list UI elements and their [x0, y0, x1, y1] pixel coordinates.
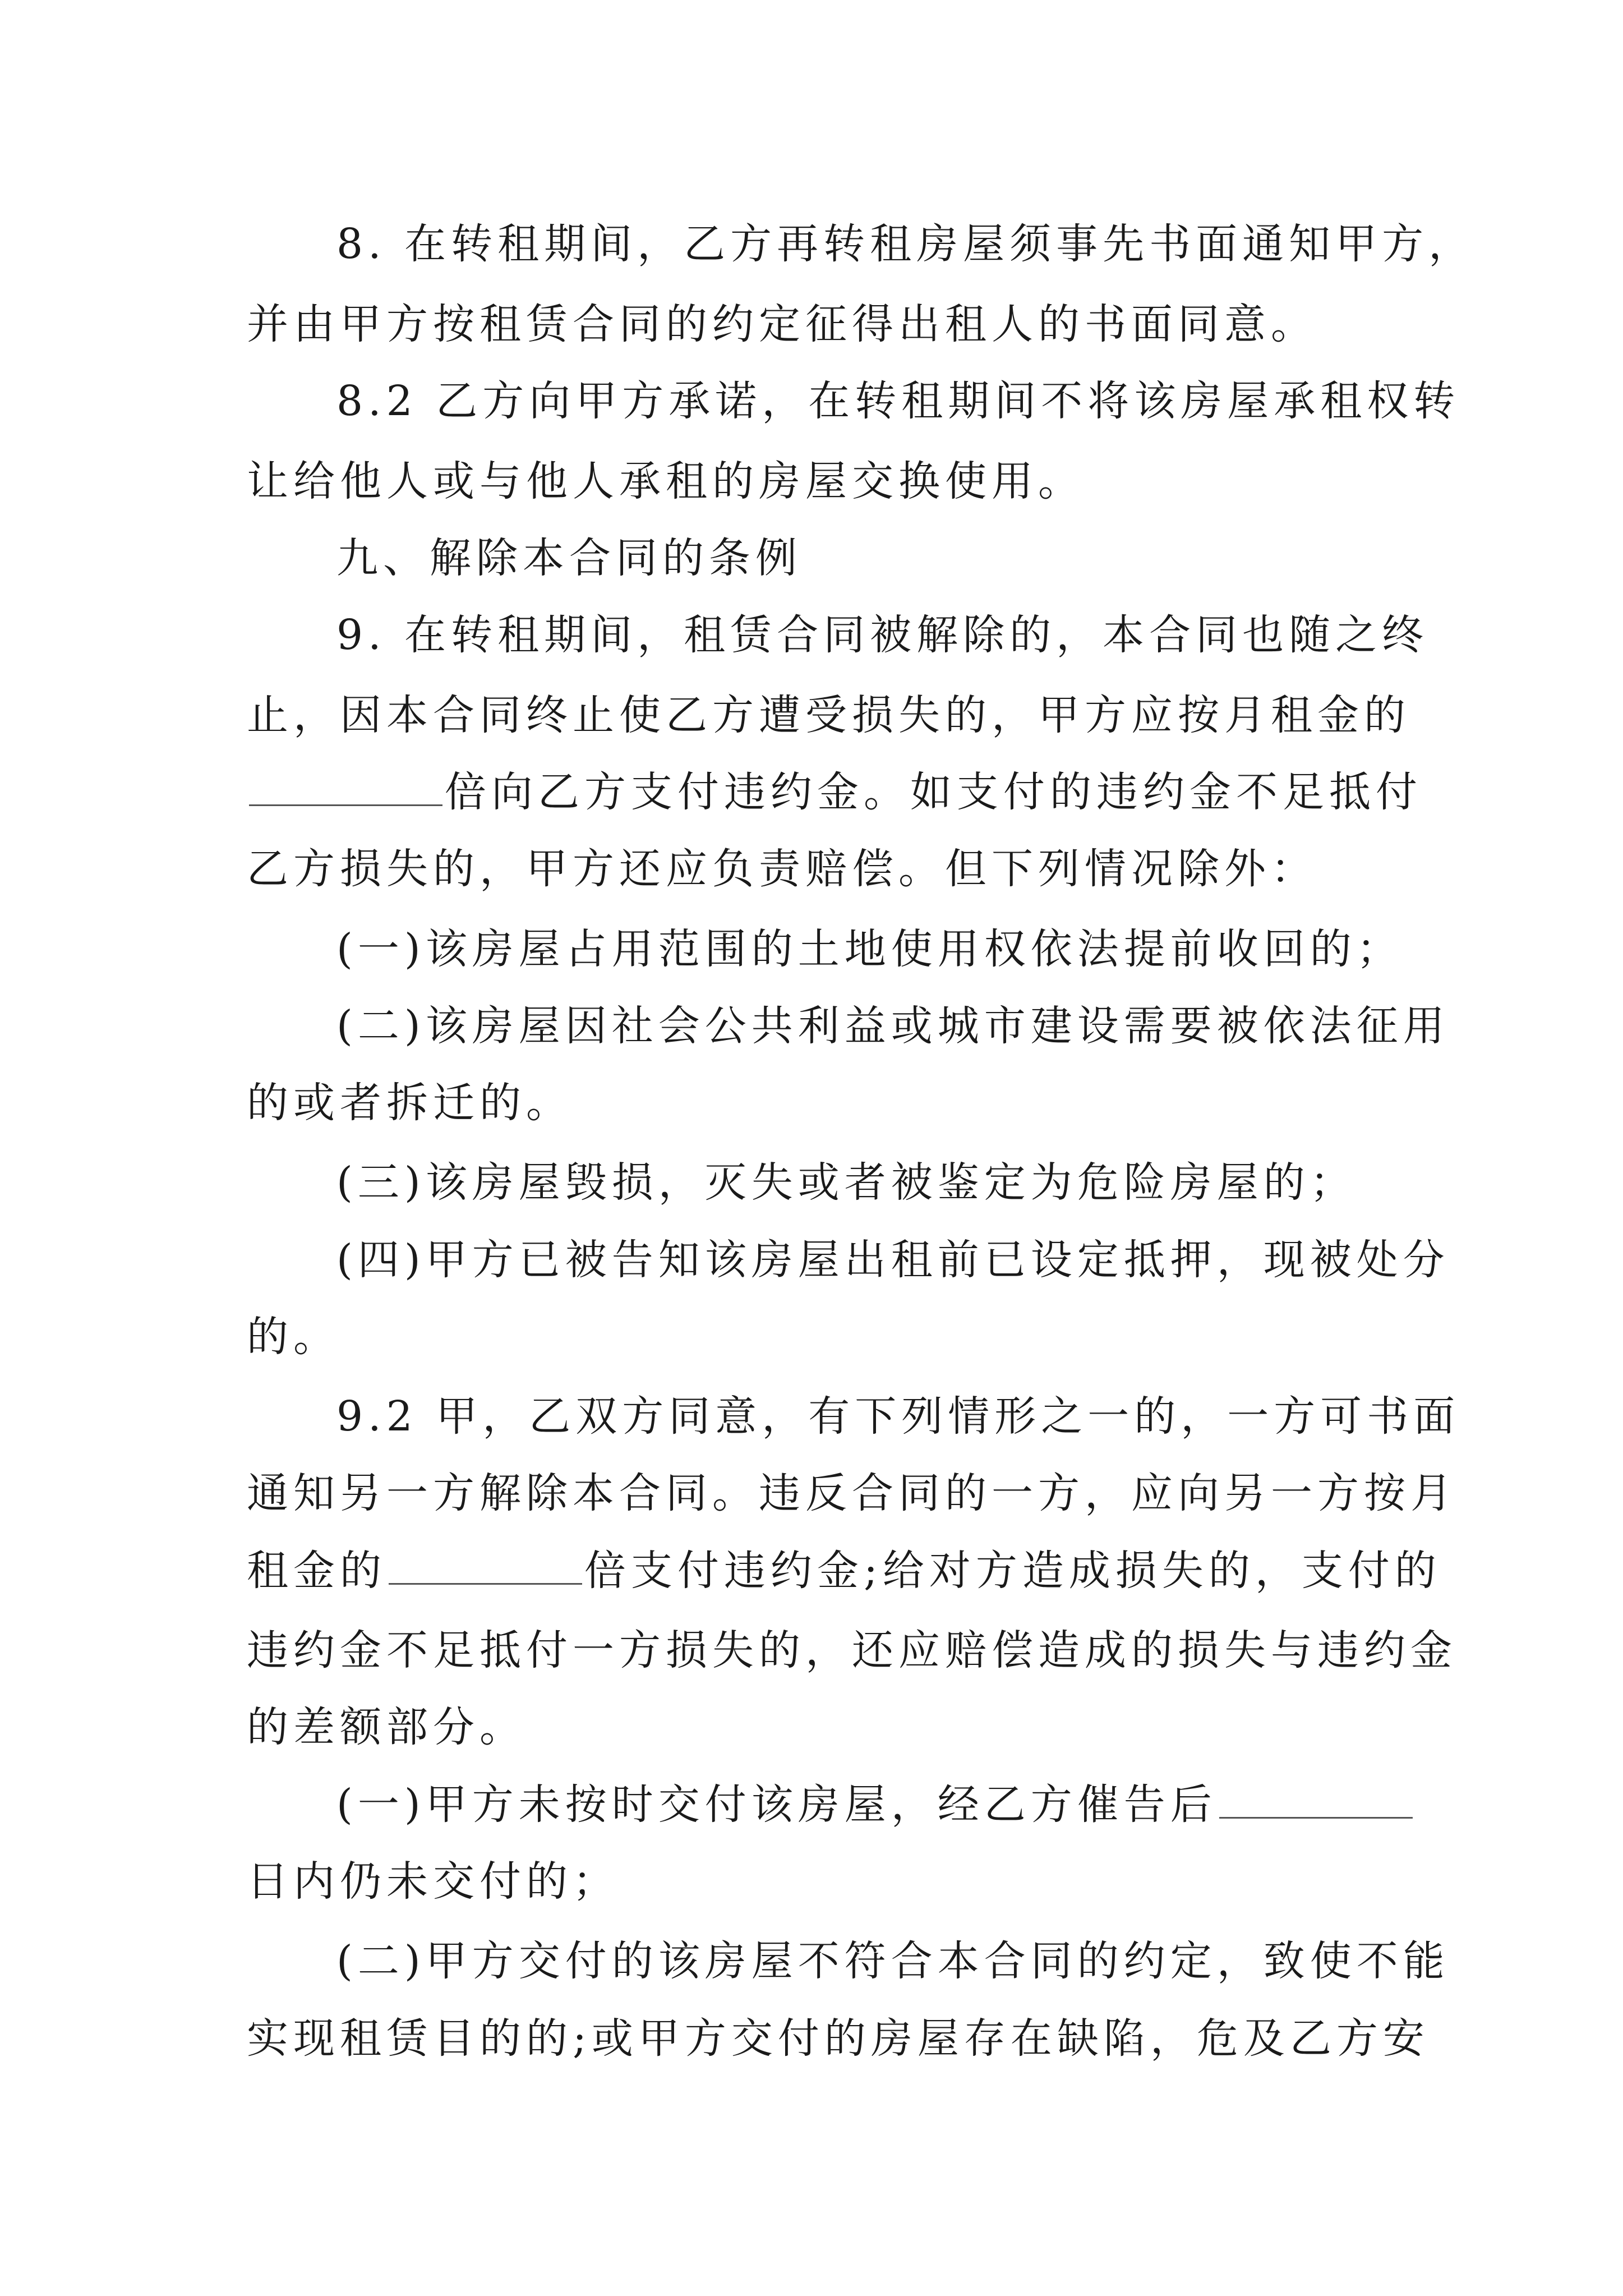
text-line-2: 并由甲方按租赁合同的约定征得出租人的书面同意。	[247, 300, 1317, 348]
text-line-1: 8. 在转租期间，乙方再转租房屋须事先书面通知甲方，	[336, 220, 1476, 268]
text-line-14: (四)甲方已被告知该房屋出租前已设定抵押，现被处分	[336, 1236, 1450, 1284]
fill-blank	[389, 1548, 582, 1585]
text-line-20: 的差额部分。	[247, 1703, 526, 1751]
text-line-17: 通知另一方解除本合同。违反合同的一方，应向另一方按月	[247, 1469, 1457, 1517]
text-line-15: 的。	[247, 1313, 340, 1361]
text-line-3: 8.2 乙方向甲方承诺，在转租期间不将该房屋承租权转	[336, 377, 1460, 425]
text-line-19: 违约金不足抵付一方损失的，还应赔偿造成的损失与违约金	[247, 1626, 1457, 1674]
text-line-6: 9. 在转租期间，租赁合同被解除的，本合同也随之终	[336, 611, 1429, 659]
text-line-18: 租金的 倍支付违约金;给对方造成损失的，支付的	[247, 1547, 1441, 1595]
fill-blank	[1219, 1782, 1413, 1819]
text-line-11: (二)该房屋因社会公共利益或城市建设需要被依法征用	[336, 1002, 1450, 1050]
text-line-4: 让给他人或与他人承租的房屋交换使用。	[247, 457, 1085, 505]
text-line-9: 乙方损失的，甲方还应负责赔偿。但下列情况除外：	[247, 845, 1317, 893]
text-line-16: 9.2 甲，乙双方同意，有下列情形之一的，一方可书面	[336, 1392, 1460, 1441]
text-line-24: 实现租赁目的的;或甲方交付的房屋存在缺陷，危及乙方安	[247, 2014, 1430, 2063]
fill-blank	[249, 770, 442, 806]
section-heading-9: 九、解除本合同的条例	[336, 534, 802, 582]
text-line-8: 倍向乙方支付违约金。如支付的违约金不足抵付	[247, 764, 1422, 820]
text-line-12: 的或者拆迁的。	[247, 1079, 573, 1127]
text-line-23: (二)甲方交付的该房屋不符合本合同的约定，致使不能	[336, 1937, 1450, 1985]
text-line-13: (三)该房屋毁损，灭失或者被鉴定为危险房屋的；	[336, 1158, 1357, 1207]
text-line-7: 止，因本合同终止使乙方遭受损失的，甲方应按月租金的	[247, 691, 1410, 739]
text-line-21: (一)甲方未按时交付该房屋，经乙方催告后	[336, 1777, 1415, 1833]
text-line-22: 日内仍未交付的；	[247, 1857, 619, 1906]
text-line-10: (一)该房屋占用范围的土地使用权依法提前收回的；	[336, 925, 1403, 973]
